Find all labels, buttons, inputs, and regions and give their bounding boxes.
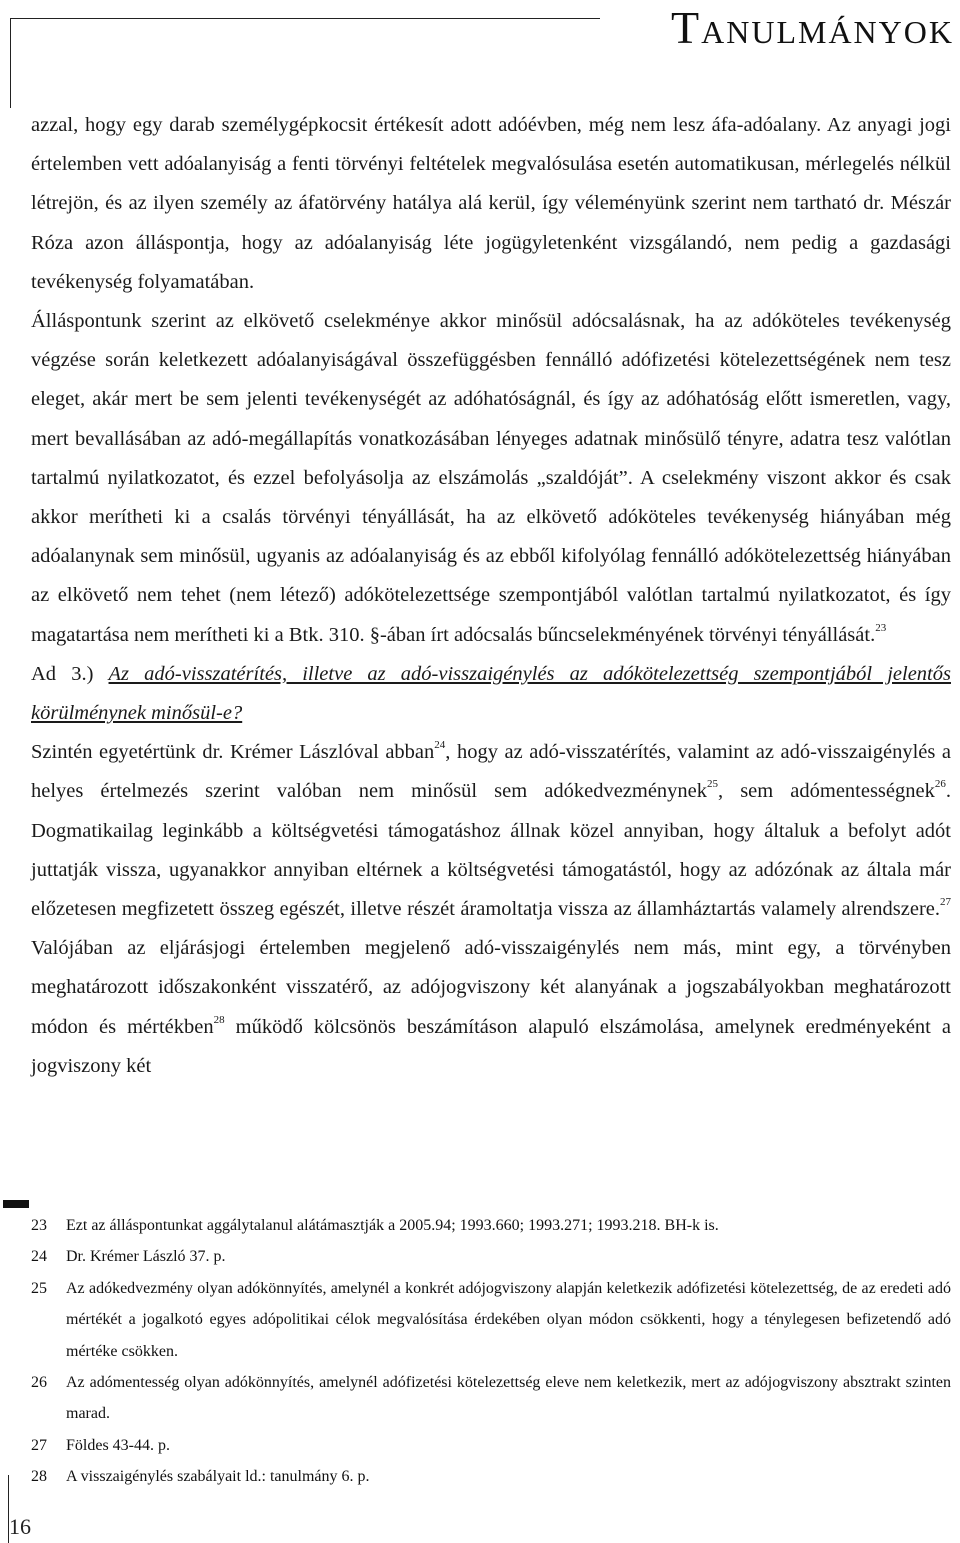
question-text: Az adó-visszatérítés, illetve az adó-visszaigénylés az adókötelezettség szempontjából jelentős körülménynek minősül-e? <box>31 662 951 725</box>
header-rule-vertical <box>10 18 11 108</box>
footnote-ref-23: 23 <box>875 621 887 634</box>
footnote-item <box>31 1430 951 1461</box>
paragraph-2-text: Álláspontunk szerint az elkövető cselekménye akkor minősül adócsalásnak, ha az adóköteles tevékenység végzése során keletkezett adóalanyiságával összefüggésben fennálló adófizetési kötelezettségének nem tesz eleget, akár mert be sem jelenti tevékenységét az adóhatóságnál, és így az adóhatóság előtt ismeretlen, vagy, mert bevallásában az adó-megállapítás vonatkozásában lényeges adatnak minősülő tényre, adatra tesz valótlan tartalmú nyilatkozatot, és ezzel befolyásolja az elszámolás „szaldóját”. A cselekmény viszont akkor és csak akkor merítheti ki a csalás törvényi tényállását, ha az elkövető adóköteles tevékenység hiányában még adóalanynak sem minősül, ugyanis az adóalanyiság és az ebből kifolyólag fennálló adókötelezettség hiányában az elkövető nem tehet (nem létező) adókötelezettsége szempontjából valótlan tartalmú nyilatkozatot, és így magatartása nem merítheti ki a Btk. 310. §-ában írt adócsalás bűncselekményének törvényi tényállását. <box>31 310 951 646</box>
footnote-text: Az adómentesség olyan adókönnyítés, amelynél adófizetési kötelezettség eleve nem keletkezik, mert az adójogviszony absztrakt szinten marad. <box>66 1374 951 1423</box>
footnote-separator <box>3 1200 29 1208</box>
footnote-item <box>31 1367 951 1430</box>
footnote-ref-24: 24 <box>434 739 446 752</box>
footnote-text: Dr. Krémer László 37. p. <box>66 1248 226 1266</box>
footnote-number: 23 <box>31 1217 47 1234</box>
footnote-number: 27 <box>31 1436 47 1454</box>
header-rule-horizontal <box>10 18 600 19</box>
paragraph-2 <box>31 302 951 655</box>
page-number: 16 <box>9 1514 31 1539</box>
paragraph-3 <box>31 655 951 733</box>
footnote-text: A visszaigénylés szabályait ld.: tanulmány 6. p. <box>66 1468 370 1486</box>
footnote-number: 28 <box>31 1468 47 1486</box>
footnote-text: Ezt az álláspontunkat aggálytalanul alátámasztják a 2005.94; 1993.660; 1993.271; 1993.218. BH-k is. <box>66 1217 719 1234</box>
paragraph-4-part-e: Valójában az eljárásjogi értelemben megjelenő adó-visszaigénylés nem más, mint egy, a törvényben meghatározott időszakonként visszatérő, az adójogviszony két alanyának a jogszabályokban meghatározott módon és mértékben <box>31 937 951 1038</box>
footnote-item <box>31 1461 951 1492</box>
paragraph-4-part-c: , sem adómentességnek <box>718 780 935 803</box>
footnote-ref-25: 25 <box>707 778 719 791</box>
footnote-number: 24 <box>31 1248 47 1266</box>
footnote-item <box>31 1273 951 1367</box>
footnotes <box>31 1210 951 1493</box>
paragraph-4-part-a: Szintén egyetértünk dr. Krémer Lászlóval abban <box>31 741 435 764</box>
footnote-ref-28: 28 <box>213 1013 225 1026</box>
footnote-ref-26: 26 <box>934 778 946 791</box>
question-prefix: Ad 3.) <box>31 662 109 685</box>
footnote-item <box>31 1241 951 1272</box>
section-title: Tanulmányok <box>661 2 954 54</box>
footnote-text: Az adókedvezmény olyan adókönnyítés, amelynél a konkrét adójogviszony alapján keletkezik adófizetési kötelezettség, de az eredeti adó mértékét a jogalkotó egyes adópolitikai célok megvalósítása érdekében olyan módon csökkenti, hogy a ténylegesen befizetendő adó mértéke csökken. <box>66 1279 951 1360</box>
footnote-text: Földes 43-44. p. <box>66 1436 170 1454</box>
footnote-number: 25 <box>31 1279 47 1297</box>
paragraph-1: azzal, hogy egy darab személygépkocsit értékesít adott adóévben, még nem lesz áfa-adóalany. Az anyagi jogi értelemben vett adóalanyiság a fenti törvényi feltételek megvalósulása esetén automatikusan, mérlegelés nélkül létrejön, és az ilyen személy az áfatörvény hatálya alá kerül, így véleményünk szerint nem tartható dr. Mészár Róza azon álláspontja, hogy az adóalanyiság léte jogügyletenként vizsgálandó, nem pedig a gazdasági tevékenység folyamatában. <box>31 114 951 293</box>
paragraph-4-part-b: , hogy az adó-visszatérítés, valamint az adó-visszaigénylés a helyes értelmezés szerint valóban nem minősül sem adókedvezménynek <box>31 741 952 803</box>
footnote-item <box>31 1210 951 1241</box>
footnote-ref-27: 27 <box>940 896 951 909</box>
paragraph-4 <box>31 733 951 1086</box>
footnote-number: 26 <box>31 1374 47 1392</box>
main-text <box>31 106 951 1086</box>
paragraph-4-part-f: működő kölcsönös beszámításon alapuló elszámolása, amelynek eredményeként a jogviszony két <box>31 1015 951 1077</box>
paragraph-4-part-d: . Dogmatikailag leginkább a költségvetési támogatáshoz állnak közel annyiban, hogy általuk a befolyt adót juttatják vissza, ugyanakkor annyiban eltérnek a költségvetési támogatástól, hogy az adózónak az általa már előzetesen megfizetett összeg egészét, illetve részét áramoltatja vissza az államháztartás valamely alrendszere. <box>31 780 951 921</box>
